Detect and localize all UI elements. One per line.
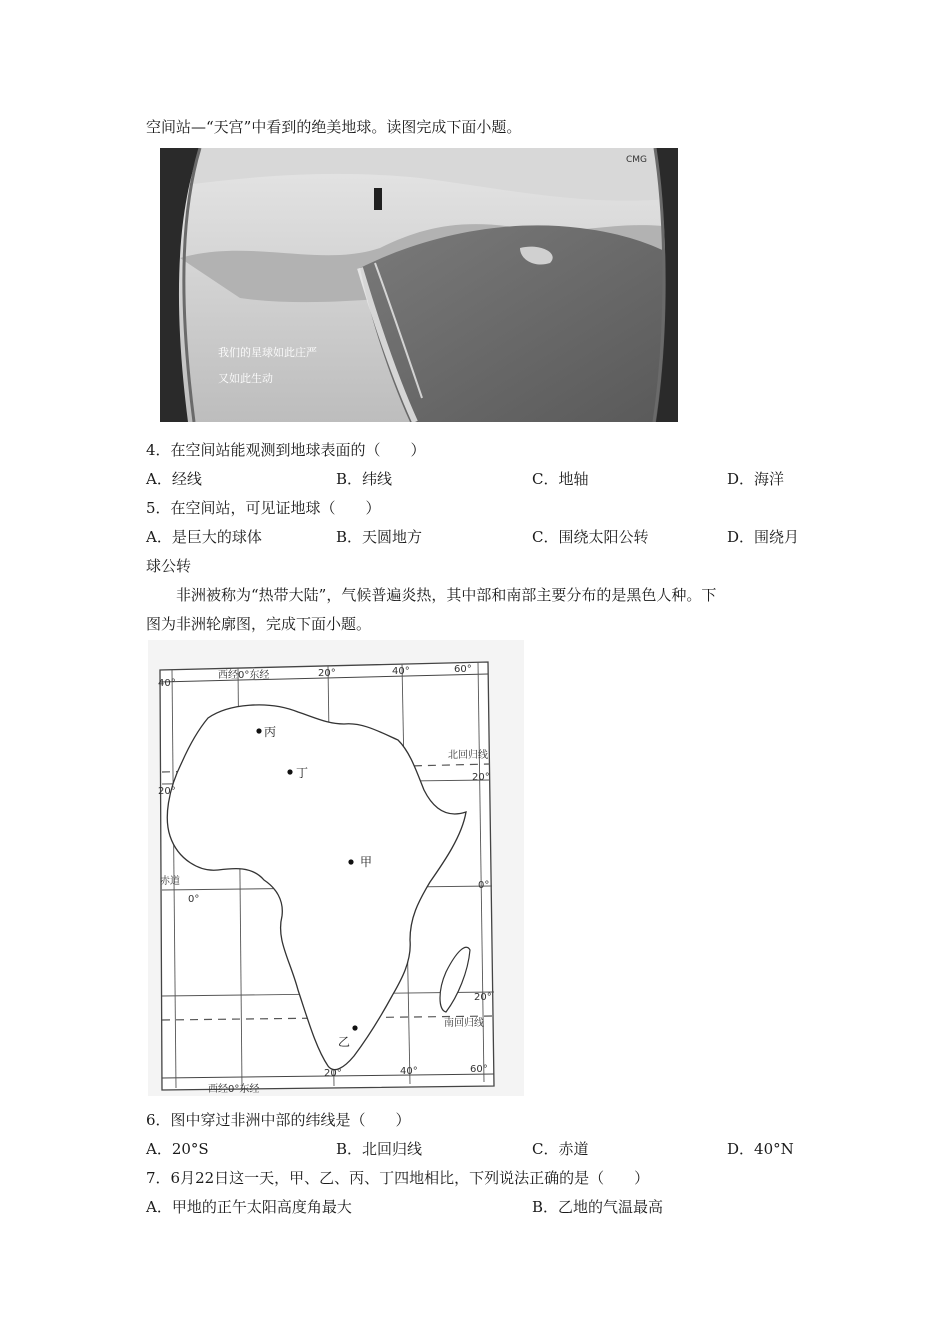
map-top-label: 西经0°东经 (218, 670, 270, 681)
map-right-0: 0° (478, 880, 490, 891)
map-left-40: 40° (158, 678, 176, 689)
q4-option-a: A．经线 (146, 470, 202, 488)
map-lon-20: 20° (318, 668, 336, 679)
intro-text-1: 空间站—“天宫”中看到的绝美地球。读图完成下面小题。 (146, 118, 522, 136)
q5-option-d-wrap: 球公转 (146, 557, 192, 575)
map-lon-40: 40° (392, 666, 410, 677)
map-point-bing: 丙 (264, 725, 277, 739)
map-equator-label: 赤道 (160, 876, 180, 887)
photo-logo: CMG (626, 155, 648, 165)
q4-option-c: C．地轴 (532, 470, 589, 488)
q6-option-b: B．北回归线 (336, 1140, 423, 1158)
map-right-20s: 20° (474, 992, 492, 1003)
q5-stem: 5．在空间站，可见证地球（ ） (146, 499, 381, 517)
q4-option-d: D．海洋 (727, 470, 785, 488)
q4-option-b: B．纬线 (336, 470, 393, 488)
map-bottom-20: 20° (324, 1068, 342, 1079)
q7-option-b: B．乙地的气温最高 (532, 1198, 664, 1216)
map-tropic-capricorn-label: 南回归线 (444, 1018, 484, 1029)
map-bottom-60: 60° (470, 1064, 488, 1075)
intro-text-2-line2: 图为非洲轮廓图，完成下面小题。 (146, 615, 372, 633)
q7-stem: 7．6月22日这一天，甲、乙、丙、丁四地相比，下列说法正确的是（ ） (146, 1169, 650, 1187)
space-station-photo (160, 148, 678, 422)
q7-option-a: A．甲地的正午太阳高度角最大 (146, 1198, 352, 1216)
map-left-20: 20° (158, 786, 176, 797)
map-bottom-40: 40° (400, 1066, 418, 1077)
q6-stem: 6．图中穿过非洲中部的纬线是（ ） (146, 1111, 411, 1129)
q4-stem: 4．在空间站能观测到地球表面的（ ） (146, 441, 426, 459)
map-point-jia: 甲 (360, 855, 373, 869)
map-left-0: 0° (188, 894, 200, 905)
q6-option-c: C．赤道 (532, 1140, 589, 1158)
q5-option-d: D．围绕月 (727, 528, 800, 546)
q5-option-c: C．围绕太阳公转 (532, 528, 649, 546)
photo-caption-line2: 又如此生动 (218, 372, 273, 385)
photo-caption-line1: 我们的星球如此庄严 (218, 346, 317, 359)
map-tropic-cancer-label: 北回归线 (448, 750, 488, 761)
map-right-20n: 20° (472, 772, 490, 783)
q5-option-b: B．天圆地方 (336, 528, 423, 546)
q6-option-d: D．40°N (727, 1140, 794, 1158)
q5-option-a: A．是巨大的球体 (146, 528, 262, 546)
map-lon-60: 60° (454, 664, 472, 675)
map-point-ding: 丁 (296, 766, 309, 780)
q6-option-a: A．20°S (146, 1140, 209, 1158)
map-point-yi: 乙 (338, 1035, 351, 1049)
intro-text-2-line1: 非洲被称为“热带大陆”，气候普遍炎热，其中部和南部主要分布的是黑色人种。下 (176, 586, 717, 604)
africa-outline-map (148, 640, 524, 1096)
map-bottom-label: 西经0°东经 (208, 1084, 260, 1095)
